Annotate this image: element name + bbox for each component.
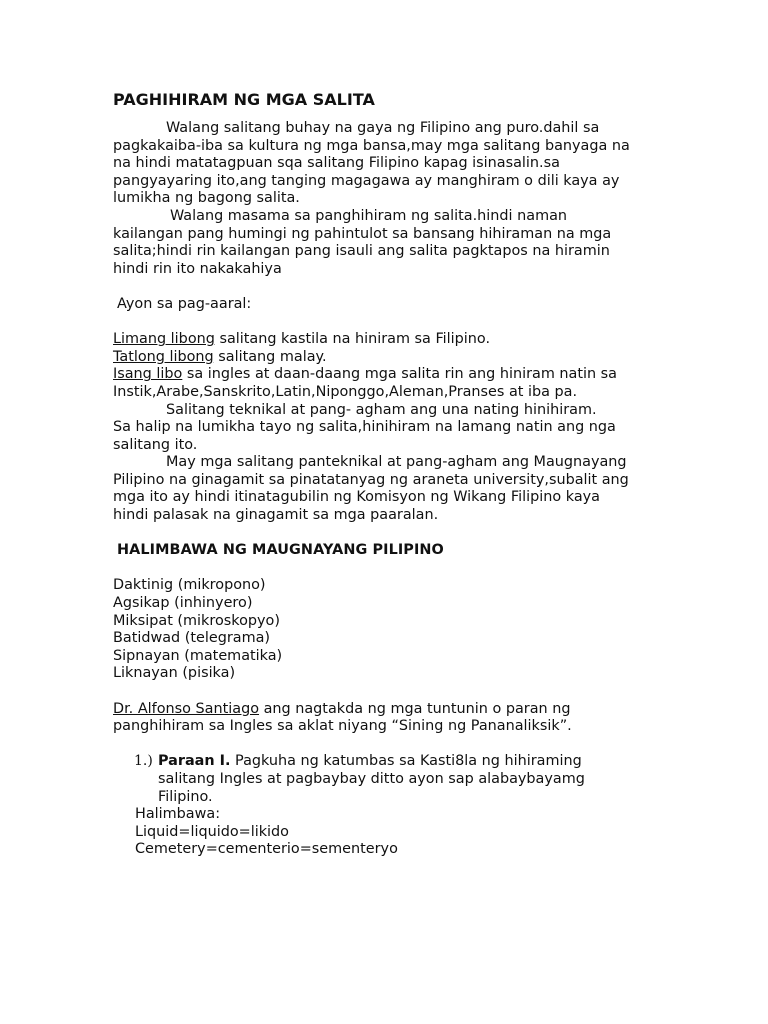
paragraph-3 [113,402,673,455]
borrow-line [113,349,673,367]
paragraph-line: Pilipino na ginagamit sa pinatatanyag ng araneta university,subalit ang [113,471,629,488]
borrow-line [113,331,673,349]
paragraph-line: lumikha ng bagong salita. [113,190,300,207]
example-item: Agsikap (inhinyero) [113,595,253,612]
paragraph-4 [113,454,673,524]
spacer [113,683,673,701]
example-item: Liknayan (pisika) [113,665,236,682]
list-item-cont: salitang Ingles at pagbaybay ditto ayon sap alabaybayamg [158,770,585,787]
spacer [113,736,673,754]
example-line: Liquid=liquido=likido [135,823,289,840]
underlined-name: Dr. Alfonso Santiago [113,700,260,717]
paragraph-line: Walang masama sa panghihiram ng salita.hindi naman [170,207,568,224]
ayon-label: Ayon sa pag-aaral: [117,295,252,312]
list-item-cont: Filipino. [158,788,213,805]
document-page [113,90,673,859]
paragraph-line: May mga salitang panteknikal at pang-agham ang Maugnayang [166,454,627,471]
method-label: Paraan I. [158,753,231,770]
method-text: Pagkuha ng katumbas sa Kasti8la ng hihiraming [230,753,582,770]
paragraph-line: kailangan pang humingi ng pahintulot sa bansang hihiraman na mga [113,225,612,242]
underlined-phrase: Isang libo [113,366,183,383]
example-item: Miksipat (mikroskopyo) [113,612,280,629]
borrow-text: salitang malay. [213,348,327,365]
paragraph-line: Walang salitang buhay na gaya ng Filipino ang puro.dahil sa [166,120,600,136]
list-item-line [113,753,673,771]
paragraph-line: hindi palasak na ginagamit sa mga paaralan. [113,507,439,524]
borrow-line: Instik,Arabe,Sanskrito,Latin,Niponggo,Aleman,Pranses at iba pa. [113,383,578,400]
halimbawa-label: Halimbawa: [135,806,221,823]
spacer [113,112,673,120]
paragraph-line: mga ito ay hindi itinatagubilin ng Komisyon ng Wikang Filipino kaya [113,489,600,506]
underlined-phrase: Limang libong [113,331,215,348]
list-number: 1.) [134,753,153,770]
paragraph-line: Salitang teknikal at pang- agham ang una nating hinihiram. [166,401,597,418]
paragraph-line: salitang ito. [113,436,198,453]
santiago-paragraph [113,701,673,736]
example-item: Batidwad (telegrama) [113,630,271,647]
spacer [113,314,673,332]
paragraph-line: Sa halip na lumikha tayo ng salita,hinihiram na lamang natin ang nga [113,419,616,436]
borrow-text: sa ingles at daan-daang mga salita rin ang hiniram natin sa [182,366,617,383]
spacer [113,525,673,543]
example-line: Cemetery=cementerio=sementeryo [135,841,398,858]
underlined-phrase: Tatlong libong [113,348,214,365]
paragraph-line: na hindi matatagpuan sqa salitang Filipino kapag isinasalin.sa [113,155,560,172]
paragraph-1 [113,120,673,208]
paragraph-line: salita;hindi rin kailangan pang isauli ang salita pagktapos na hiramin [113,243,610,260]
spacer [113,278,673,296]
borrow-line [113,366,673,384]
example-item: Sipnayan (matematika) [113,647,283,664]
santiago-line: panghihiram sa Ingles sa aklat niyang “Sining ng Pananaliksik”. [113,718,572,735]
paragraph-line: pagkakaiba-iba sa kultura ng mga bansa,may mga salitang banyaga na [113,137,630,154]
santiago-line [113,701,673,719]
santiago-text: ang nagtakda ng mga tuntunin o paran ng [259,700,571,717]
borrow-text: salitang kastila na hiniram sa Filipino. [214,331,491,348]
numbered-list [113,753,673,859]
section-heading: HALIMBAWA NG MAUGNAYANG PILIPINO [117,542,444,559]
paragraph-line: pangyayaring ito,ang tanging magagawa ay manghiram o dili kaya ay [113,172,620,189]
paragraph-2 [113,208,673,278]
list-item-text [113,753,582,769]
borrowed-words [113,331,673,401]
example-item: Daktinig (mikropono) [113,577,266,594]
spacer [113,560,673,578]
page-title: PAGHIHIRAM NG MGA SALITA [113,90,375,109]
examples-list [113,577,673,683]
paragraph-line: hindi rin ito nakakahiya [113,260,282,277]
